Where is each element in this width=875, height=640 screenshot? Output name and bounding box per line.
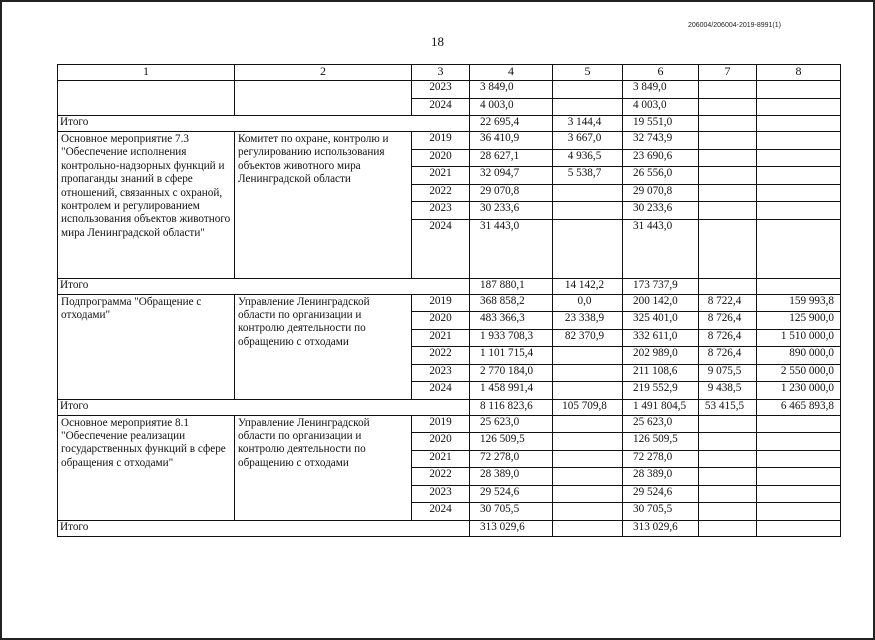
executor-cell <box>235 81 412 116</box>
year-cell: 2022 <box>412 184 470 202</box>
total-row <box>58 278 841 294</box>
year-cell: 2024 <box>412 98 470 116</box>
total-value-c7: 53 415,5 <box>699 399 757 415</box>
total-value-c6: 313 029,6 <box>623 520 699 536</box>
program-name-cell <box>58 81 235 116</box>
value-cell-c7 <box>699 167 757 185</box>
value-cell-c5 <box>553 503 623 521</box>
value-cell-c8 <box>757 184 841 202</box>
value-cell-c7 <box>699 202 757 220</box>
year-cell: 2024 <box>412 382 470 400</box>
total-value-c5 <box>553 520 623 536</box>
column-header: 2 <box>235 65 412 81</box>
column-header: 1 <box>58 65 235 81</box>
total-value-c5: 3 144,4 <box>553 116 623 132</box>
value-cell-c6: 26 556,0 <box>623 167 699 185</box>
total-value-c7 <box>699 278 757 294</box>
value-cell-c7 <box>699 503 757 521</box>
value-cell-c5 <box>553 433 623 451</box>
value-cell-c6: 3 849,0 <box>623 81 699 99</box>
value-cell-c4: 29 524,6 <box>470 485 553 503</box>
value-cell-c8: 125 900,0 <box>757 312 841 330</box>
column-header: 8 <box>757 65 841 81</box>
value-cell-c4: 28 389,0 <box>470 468 553 486</box>
value-cell-c8: 1 510 000,0 <box>757 329 841 347</box>
year-cell: 2019 <box>412 294 470 312</box>
value-cell-c5 <box>553 364 623 382</box>
value-cell-c4: 36 410,9 <box>470 132 553 150</box>
value-cell-c5: 5 538,7 <box>553 167 623 185</box>
value-cell-c6: 28 389,0 <box>623 468 699 486</box>
value-cell-c8 <box>757 202 841 220</box>
value-cell-c5 <box>553 382 623 400</box>
value-cell-c8 <box>757 468 841 486</box>
value-cell-c8 <box>757 149 841 167</box>
value-cell-c4: 1 933 708,3 <box>470 329 553 347</box>
value-cell-c4: 483 366,3 <box>470 312 553 330</box>
year-cell: 2020 <box>412 312 470 330</box>
total-value-c4: 313 029,6 <box>470 520 553 536</box>
value-cell-c6: 23 690,6 <box>623 149 699 167</box>
total-value-c4: 187 880,1 <box>470 278 553 294</box>
value-cell-c4: 1 101 715,4 <box>470 347 553 365</box>
value-cell-c6: 25 623,0 <box>623 415 699 433</box>
value-cell-c5 <box>553 415 623 433</box>
value-cell-c7 <box>699 132 757 150</box>
total-value-c7 <box>699 116 757 132</box>
value-cell-c6: 29 070,8 <box>623 184 699 202</box>
column-header: 5 <box>553 65 623 81</box>
year-cell: 2020 <box>412 433 470 451</box>
value-cell-c6: 31 443,0 <box>623 219 699 278</box>
value-cell-c8 <box>757 132 841 150</box>
value-cell-c7: 8 722,4 <box>699 294 757 312</box>
value-cell-c4: 32 094,7 <box>470 167 553 185</box>
value-cell-c4: 126 509,5 <box>470 433 553 451</box>
executor-cell: Управление Ленинградской области по организации и контролю деятельности по обращению с отходами <box>235 294 412 399</box>
program-name-cell: Основное мероприятие 7.3 "Обеспечение исполнения контрольно-надзорных функций и пропаганды знаний в сфере отношений, связанных с охраной, контролем и регулированием использования объектов животного мира Ленинградской области" <box>58 132 235 279</box>
value-cell-c6: 30 233,6 <box>623 202 699 220</box>
value-cell-c5: 3 667,0 <box>553 132 623 150</box>
value-cell-c5: 82 370,9 <box>553 329 623 347</box>
value-cell-c5 <box>553 219 623 278</box>
value-cell-c6: 30 705,5 <box>623 503 699 521</box>
column-header-row <box>58 65 841 81</box>
value-cell-c6: 126 509,5 <box>623 433 699 451</box>
total-label: Итого <box>58 116 470 132</box>
value-cell-c4: 29 070,8 <box>470 184 553 202</box>
value-cell-c8 <box>757 98 841 116</box>
value-cell-c7 <box>699 98 757 116</box>
total-row <box>58 399 841 415</box>
value-cell-c5 <box>553 184 623 202</box>
total-value-c6: 1 491 804,5 <box>623 399 699 415</box>
value-cell-c4: 30 233,6 <box>470 202 553 220</box>
program-name-cell: Основное мероприятие 8.1 "Обеспечение реализации государственных функций в сфере обращения с отходами" <box>58 415 235 520</box>
value-cell-c7 <box>699 149 757 167</box>
value-cell-c5 <box>553 450 623 468</box>
value-cell-c7 <box>699 219 757 278</box>
year-cell: 2023 <box>412 202 470 220</box>
value-cell-c6: 202 989,0 <box>623 347 699 365</box>
value-cell-c5 <box>553 468 623 486</box>
value-cell-c7 <box>699 415 757 433</box>
year-cell: 2021 <box>412 167 470 185</box>
value-cell-c7 <box>699 184 757 202</box>
value-cell-c5 <box>553 347 623 365</box>
total-row <box>58 520 841 536</box>
value-cell-c8 <box>757 450 841 468</box>
value-cell-c6: 29 524,6 <box>623 485 699 503</box>
value-cell-c4: 3 849,0 <box>470 81 553 99</box>
column-header: 7 <box>699 65 757 81</box>
year-cell: 2022 <box>412 468 470 486</box>
total-value-c6: 173 737,9 <box>623 278 699 294</box>
value-cell-c4: 25 623,0 <box>470 415 553 433</box>
value-cell-c5: 4 936,5 <box>553 149 623 167</box>
value-cell-c8: 890 000,0 <box>757 347 841 365</box>
value-cell-c6: 211 108,6 <box>623 364 699 382</box>
column-header: 3 <box>412 65 470 81</box>
year-cell: 2024 <box>412 503 470 521</box>
total-value-c8 <box>757 520 841 536</box>
total-value-c5: 105 709,8 <box>553 399 623 415</box>
year-cell: 2021 <box>412 450 470 468</box>
value-cell-c5: 23 338,9 <box>553 312 623 330</box>
table-row <box>58 294 841 312</box>
column-header: 4 <box>470 65 553 81</box>
value-cell-c7: 8 726,4 <box>699 329 757 347</box>
value-cell-c6: 219 552,9 <box>623 382 699 400</box>
value-cell-c7: 8 726,4 <box>699 312 757 330</box>
year-cell: 2023 <box>412 81 470 99</box>
total-value-c4: 22 695,4 <box>470 116 553 132</box>
total-value-c4: 8 116 823,6 <box>470 399 553 415</box>
total-label: Итого <box>58 278 470 294</box>
value-cell-c7 <box>699 485 757 503</box>
value-cell-c8 <box>757 167 841 185</box>
value-cell-c7 <box>699 468 757 486</box>
total-value-c5: 14 142,2 <box>553 278 623 294</box>
total-label: Итого <box>58 399 470 415</box>
value-cell-c7: 9 075,5 <box>699 364 757 382</box>
year-cell: 2020 <box>412 149 470 167</box>
year-cell: 2019 <box>412 415 470 433</box>
value-cell-c8: 159 993,8 <box>757 294 841 312</box>
value-cell-c6: 332 611,0 <box>623 329 699 347</box>
year-cell: 2023 <box>412 485 470 503</box>
value-cell-c8 <box>757 415 841 433</box>
value-cell-c8 <box>757 485 841 503</box>
column-header: 6 <box>623 65 699 81</box>
budget-table <box>57 64 841 537</box>
value-cell-c4: 72 278,0 <box>470 450 553 468</box>
total-label: Итого <box>58 520 470 536</box>
program-name-cell: Подпрограмма "Обращение с отходами" <box>58 294 235 399</box>
value-cell-c6: 72 278,0 <box>623 450 699 468</box>
total-value-c8 <box>757 278 841 294</box>
value-cell-c4: 2 770 184,0 <box>470 364 553 382</box>
value-cell-c5 <box>553 485 623 503</box>
year-cell: 2023 <box>412 364 470 382</box>
executor-cell: Комитет по охране, контролю и регулированию использования объектов животного мира Ленинградской области <box>235 132 412 279</box>
value-cell-c5: 0,0 <box>553 294 623 312</box>
value-cell-c7 <box>699 433 757 451</box>
value-cell-c8 <box>757 81 841 99</box>
total-value-c6: 19 551,0 <box>623 116 699 132</box>
total-value-c7 <box>699 520 757 536</box>
year-cell: 2024 <box>412 219 470 278</box>
executor-cell: Управление Ленинградской области по организации и контролю деятельности по обращению с отходами <box>235 415 412 520</box>
table-row <box>58 132 841 150</box>
total-value-c8: 6 465 893,8 <box>757 399 841 415</box>
value-cell-c6: 200 142,0 <box>623 294 699 312</box>
table-body <box>58 65 841 537</box>
value-cell-c8 <box>757 433 841 451</box>
page-number: 18 <box>431 34 444 49</box>
year-cell: 2019 <box>412 132 470 150</box>
value-cell-c7 <box>699 81 757 99</box>
value-cell-c7: 9 438,5 <box>699 382 757 400</box>
value-cell-c6: 4 003,0 <box>623 98 699 116</box>
value-cell-c8 <box>757 219 841 278</box>
year-cell: 2022 <box>412 347 470 365</box>
table-row <box>58 415 841 433</box>
total-value-c8 <box>757 116 841 132</box>
value-cell-c7 <box>699 450 757 468</box>
total-row <box>58 116 841 132</box>
value-cell-c5 <box>553 81 623 99</box>
value-cell-c6: 32 743,9 <box>623 132 699 150</box>
year-cell: 2021 <box>412 329 470 347</box>
value-cell-c4: 28 627,1 <box>470 149 553 167</box>
document-id: 206004/206004-2019-8991(1) <box>687 22 781 29</box>
value-cell-c4: 31 443,0 <box>470 219 553 278</box>
value-cell-c5 <box>553 98 623 116</box>
value-cell-c4: 1 458 991,4 <box>470 382 553 400</box>
value-cell-c7: 8 726,4 <box>699 347 757 365</box>
value-cell-c8 <box>757 503 841 521</box>
value-cell-c4: 4 003,0 <box>470 98 553 116</box>
value-cell-c5 <box>553 202 623 220</box>
value-cell-c8: 1 230 000,0 <box>757 382 841 400</box>
table-row <box>58 81 841 99</box>
value-cell-c6: 325 401,0 <box>623 312 699 330</box>
value-cell-c4: 30 705,5 <box>470 503 553 521</box>
value-cell-c4: 368 858,2 <box>470 294 553 312</box>
value-cell-c8: 2 550 000,0 <box>757 364 841 382</box>
